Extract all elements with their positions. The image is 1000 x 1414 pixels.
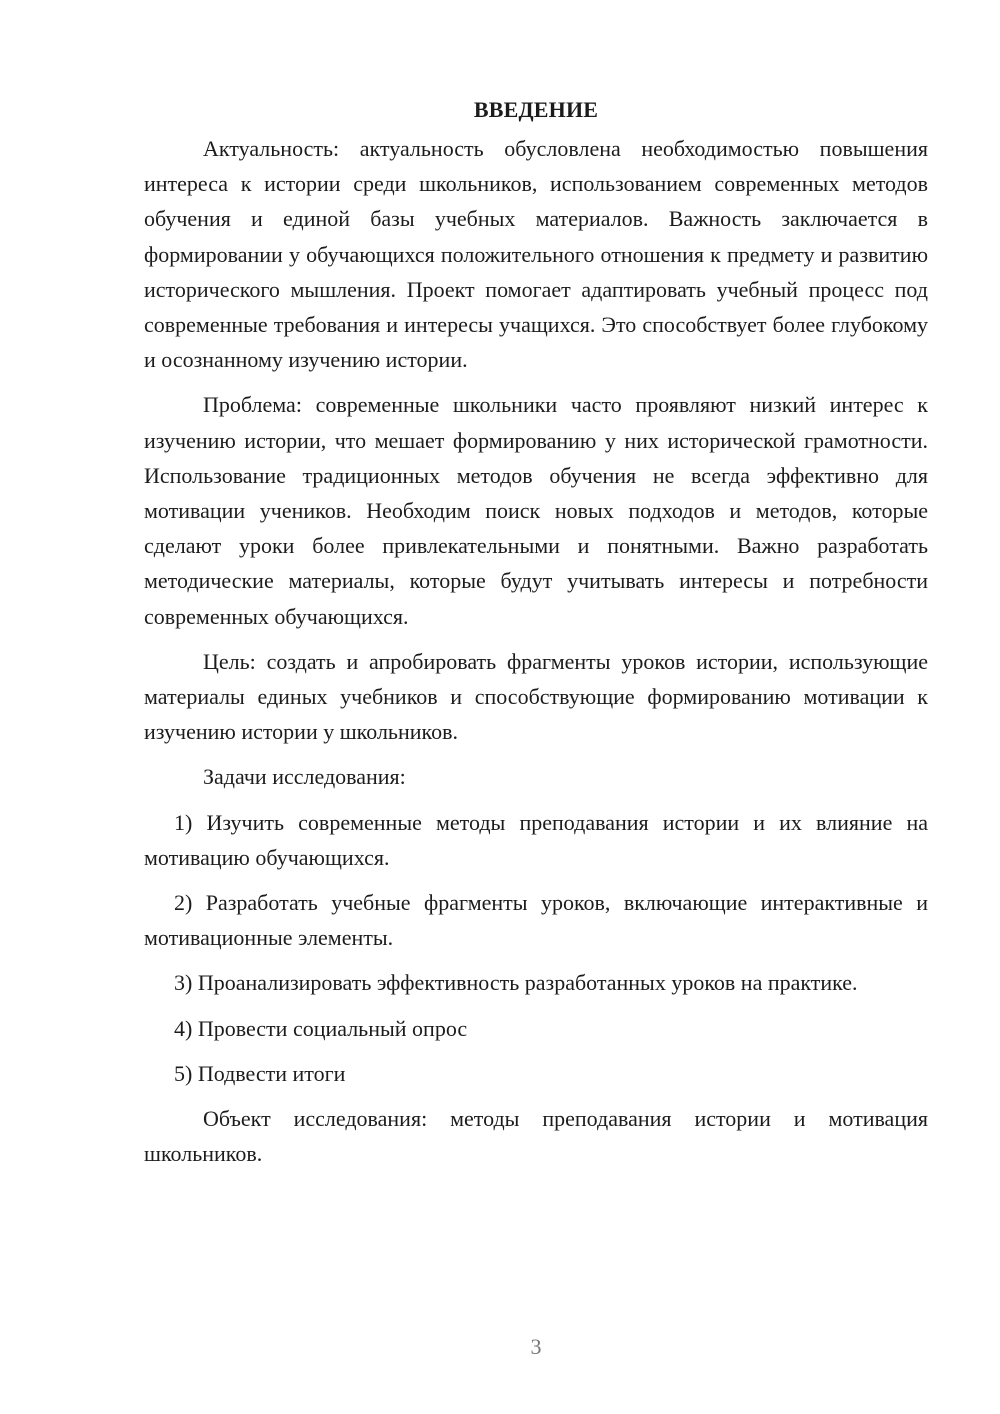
paragraph-relevance: Актуальность: актуальность обусловлена необходимостью повышения интереса к истории среди школьников, использованием современных методов обучения и единой базы учебных материалов. Важность заключается в формировании у обучающихся положительного отношения к предмету и развитию исторического мышления. Проект помогает адаптировать учебный процесс под современные требования и интересы учащихся. Это способствует более глубокому и осознанному изучению истории. — [144, 136, 928, 373]
task-item-4: 4) Провести социальный опрос — [174, 1015, 468, 1041]
paragraph-goal: Цель: создать и апробировать фрагменты уроков истории, использующие материалы единых учебников и способствующие формированию мотивации к изучению истории у школьников. — [144, 648, 928, 745]
tasks-heading: Задачи исследования: — [203, 764, 406, 790]
paragraph-problem: Проблема: современные школьники часто проявляют низкий интерес к изучению истории, что мешает формированию у них исторической грамотности. Использование традиционных методов обучения не всегда эффективно для мотивации учеников. Необходим поиск новых подходов и методов, которые сделают уроки более привлекательными и понятными. Важно разработать методические материалы, которые будут учитывать интересы и потребности современных обучающихся. — [144, 392, 928, 629]
paragraph-object: Объект исследования: методы преподавания истории и мотивация школьников. — [144, 1106, 928, 1167]
task-item-3: 3) Проанализировать эффективность разработанных уроков на практике. — [174, 970, 858, 996]
section-title: ВВЕДЕНИЕ — [473, 97, 599, 122]
page-number: 3 — [530, 1334, 542, 1359]
task-item-2: 2) Разработать учебные фрагменты уроков, включающие интерактивные и мотивационные элементы. — [144, 890, 928, 951]
task-item-1: 1) Изучить современные методы преподавания истории и их влияние на мотивацию обучающихся. — [144, 809, 928, 870]
task-item-5: 5) Подвести итоги — [174, 1060, 346, 1086]
document-page — [144, 92, 928, 1181]
